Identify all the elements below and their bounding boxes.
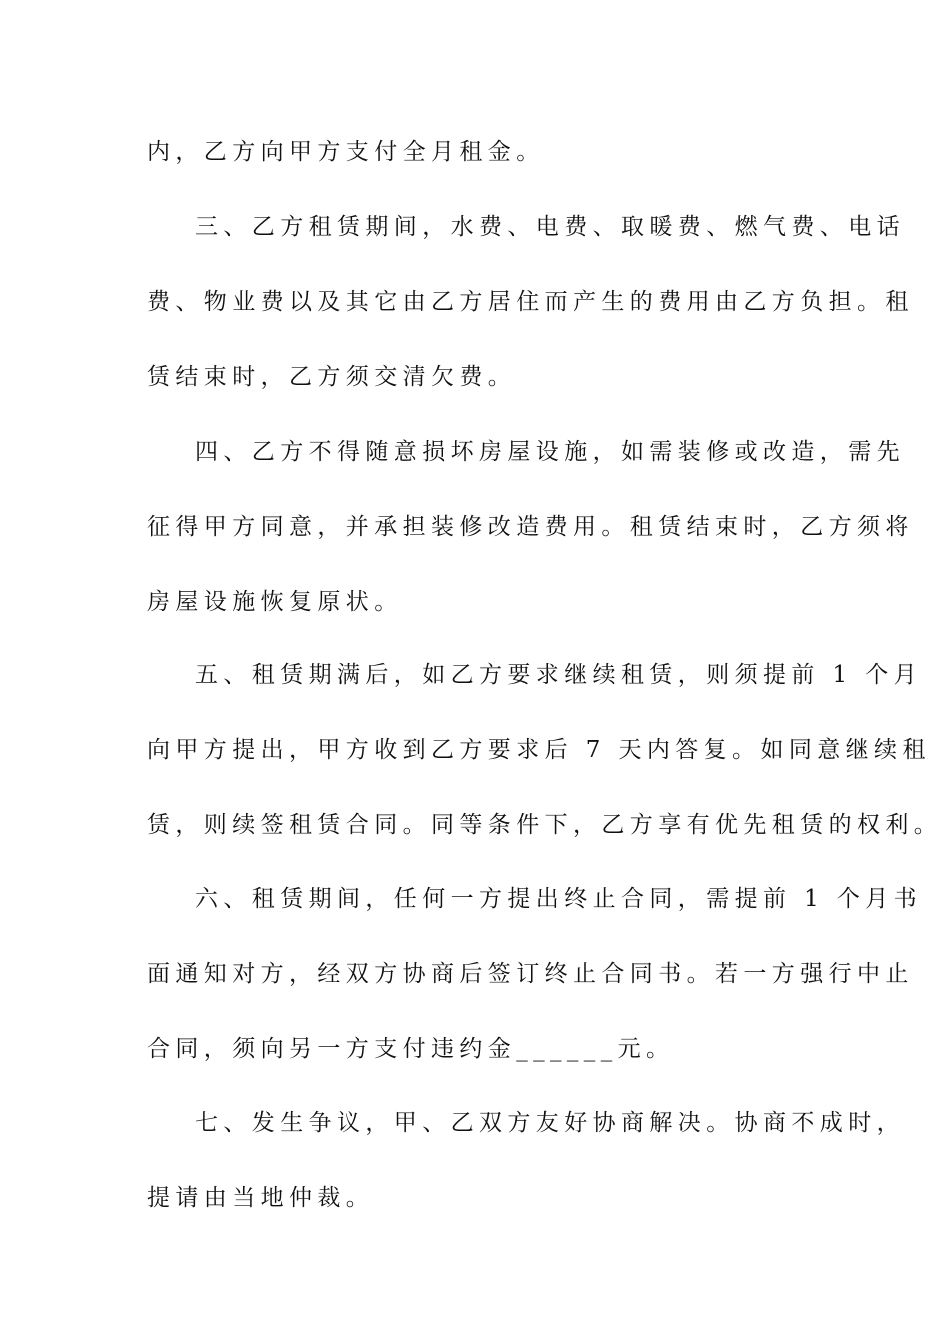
clause-text-line: 提请由当地仲裁。 bbox=[147, 1185, 375, 1211]
clause-7-heading-line: 七、发生争议，甲、乙双方友好协商解决。协商不成时， bbox=[195, 1110, 905, 1136]
clause-4-heading-line: 四、乙方不得随意损坏房屋设施，如需装修或改造，需先 bbox=[195, 439, 905, 465]
clause-text-line: 内，乙方向甲方支付全月租金。 bbox=[147, 139, 545, 165]
clause-text-line: 面通知对方，经双方协商后签订终止合同书。若一方强行中止 bbox=[147, 961, 914, 987]
clause-text-line: 合同，须向另一方支付违约金______元。 bbox=[147, 1036, 675, 1062]
clause-text-line: 赁，则续签租赁合同。同等条件下，乙方享有优先租赁的权利。 bbox=[147, 812, 943, 838]
clause-text-line: 赁结束时，乙方须交清欠费。 bbox=[147, 364, 517, 390]
clause-text-line: 费、物业费以及其它由乙方居住而产生的费用由乙方负担。租 bbox=[147, 289, 914, 315]
clause-text-line: 向甲方提出，甲方收到乙方要求后 7 天内答复。如同意继续租 bbox=[147, 737, 931, 763]
clause-5-heading-line: 五、租赁期满后，如乙方要求继续租赁，则须提前 1 个月 bbox=[195, 662, 923, 688]
clause-3-heading-line: 三、乙方租赁期间，水费、电费、取暖费、燃气费、电话 bbox=[195, 214, 905, 240]
clause-text-line: 征得甲方同意，并承担装修改造费用。租赁结束时，乙方须将 bbox=[147, 514, 914, 540]
clause-text-line: 房屋设施恢复原状。 bbox=[147, 589, 403, 615]
clause-6-heading-line: 六、租赁期间，任何一方提出终止合同，需提前 1 个月书 bbox=[195, 886, 923, 912]
